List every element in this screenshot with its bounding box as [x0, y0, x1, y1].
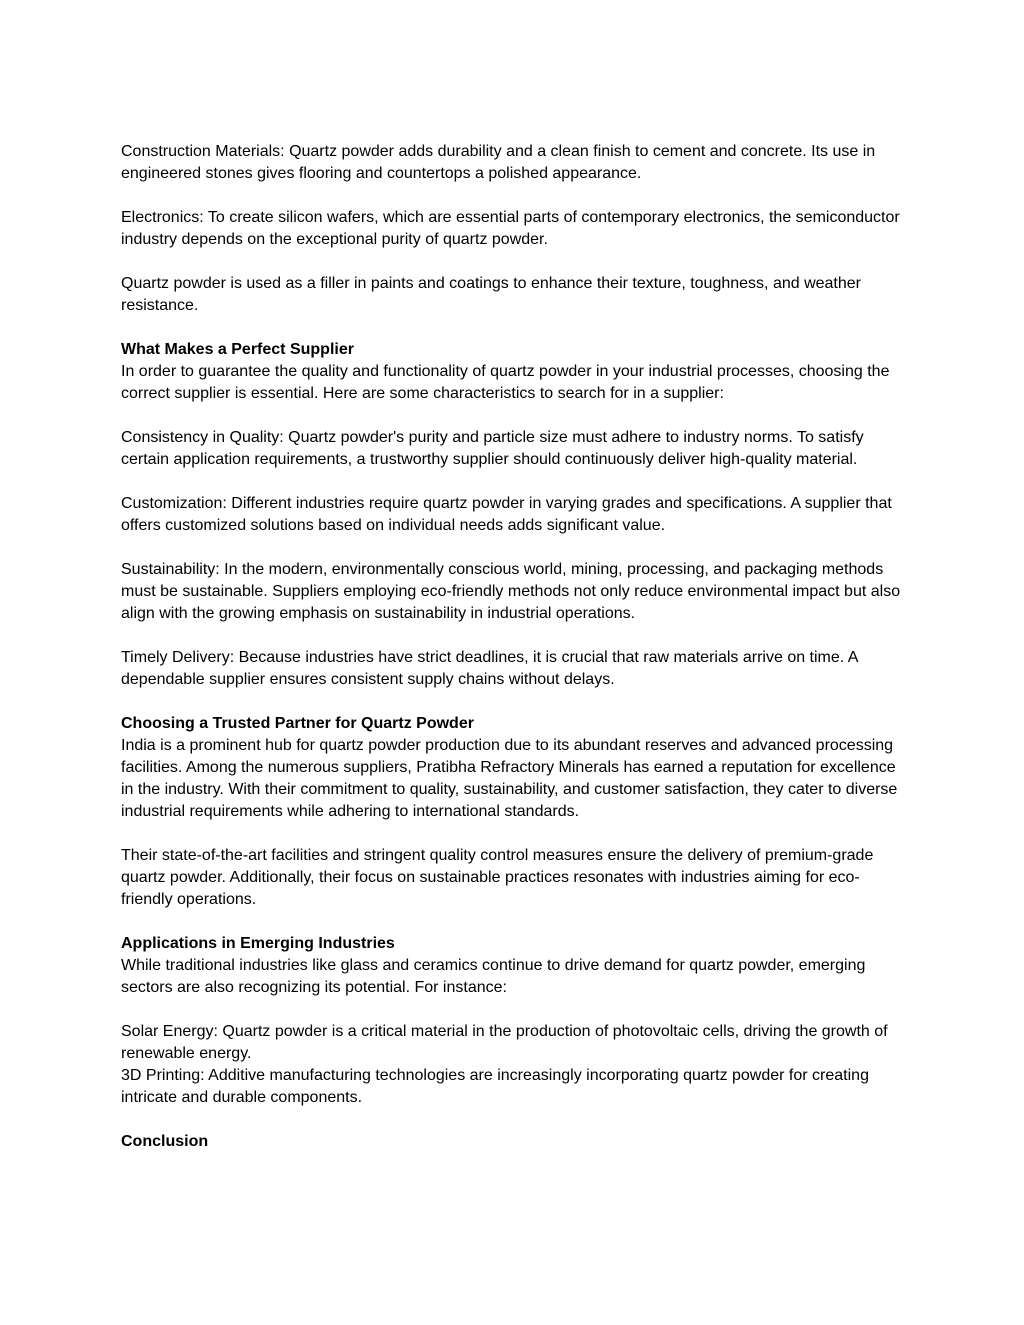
paragraph-electronics: Electronics: To create silicon wafers, which are essential parts of contemporary electronics, the semiconductor industry depends on the exceptional purity of quartz powder. — [121, 209, 900, 248]
paragraph-construction-materials: Construction Materials: Quartz powder adds durability and a clean finish to cement and concrete. Its use in engineered stones gives flooring and countertops a polished appearance. — [121, 143, 876, 182]
paragraph-consistency-quality: Consistency in Quality: Quartz powder's purity and particle size must adhere to industry norms. To satisfy certain application requirements, a trustworthy supplier should continuously deliver high-quality material. — [121, 429, 864, 468]
paragraph-customization: Customization: Different industries require quartz powder in varying grades and specifications. A supplier that offers customized solutions based on individual needs adds significant value. — [121, 495, 892, 534]
heading-conclusion: Conclusion — [121, 1133, 209, 1150]
paragraph-supplier-intro: In order to guarantee the quality and functionality of quartz powder in your industrial processes, choosing the correct supplier is essential. Here are some characteristics to search for in a supplier: — [121, 363, 890, 402]
paragraph-timely-delivery: Timely Delivery: Because industries have strict deadlines, it is crucial that raw materials arrive on time. A dependable supplier ensures consistent supply chains without delays. — [121, 649, 858, 688]
paragraph-emerging-intro: While traditional industries like glass and ceramics continue to drive demand for quartz powder, emerging sectors are also recognizing its potential. For instance: — [121, 957, 866, 996]
heading-emerging-industries: Applications in Emerging Industries — [121, 935, 395, 952]
paragraph-facilities: Their state-of-the-art facilities and stringent quality control measures ensure the delivery of premium-grade quartz powder. Additionally, their focus on sustainable practices resonates with industries aiming for eco-friendly operations. — [121, 847, 874, 908]
paragraph-3d-printing: 3D Printing: Additive manufacturing technologies are increasingly incorporating quartz powder for creating intricate and durable components. — [121, 1067, 869, 1106]
paragraph-paints-coatings: Quartz powder is used as a filler in paints and coatings to enhance their texture, toughness, and weather resistance. — [121, 275, 861, 314]
paragraph-india-hub: India is a prominent hub for quartz powder production due to its abundant reserves and advanced processing facilities. Among the numerous suppliers, Pratibha Refractory Minerals has earned a reputation for excellence in the industry. With their commitment to quality, sustainability, and customer satisfaction, they cater to diverse industrial requirements while adhering to international standards. — [121, 737, 898, 820]
heading-perfect-supplier: What Makes a Perfect Supplier — [121, 341, 354, 358]
heading-trusted-partner: Choosing a Trusted Partner for Quartz Powder — [121, 715, 474, 732]
document-page — [121, 141, 911, 1153]
paragraph-sustainability: Sustainability: In the modern, environmentally conscious world, mining, processing, and packaging methods must be sustainable. Suppliers employing eco-friendly methods not only reduce environmental impact but also align with the growing emphasis on sustainability in industrial operations. — [121, 561, 901, 622]
paragraph-solar-energy: Solar Energy: Quartz powder is a critical material in the production of photovoltaic cells, driving the growth of renewable energy. — [121, 1023, 888, 1062]
